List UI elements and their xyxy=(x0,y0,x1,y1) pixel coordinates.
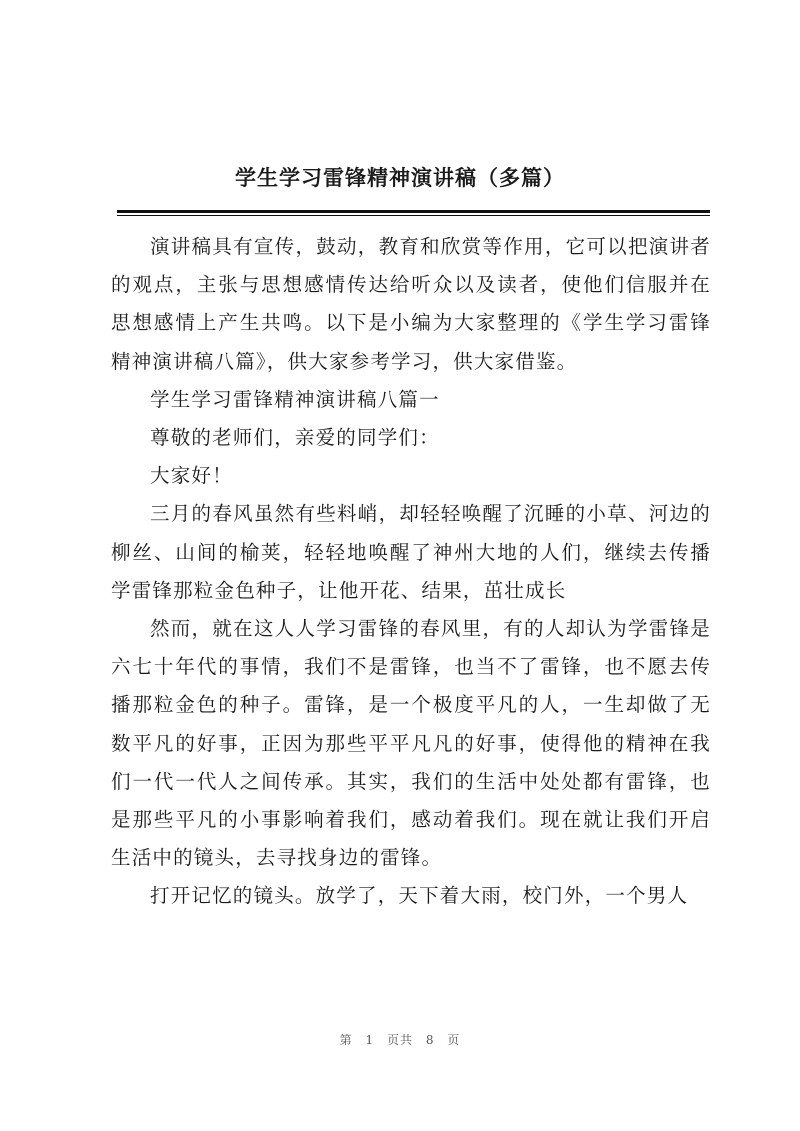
body-paragraph-however: 然而，就在这人人学习雷锋的春风里，有的人却认为学雷锋是六七十年代的事情，我们不是雷锋，也当不了雷锋，也不愿去传播那粒金色的种子。雷锋，是一个极度平凡的人，一生却做了无数平凡的好事，正因为那些平平凡凡的好事，使得他的精神在我们一代一代人之间传承。其实，我们的生活中处处都有雷锋，也是那些平凡的小事影响着我们，感动着我们。现在就让我们开启生活中的镜头，去寻找身边的雷锋。 xyxy=(111,617,711,870)
intro-paragraph: 演讲稿具有宣传，鼓动，教育和欣赏等作用，它可以把演讲者的观点，主张与思想感情传达给听众以及读者，使他们信服并在思想感情上产生共鸣。以下是小编为大家整理的《学生学习雷锋精神演讲稿八篇》，供大家参考学习，供大家借鉴。 xyxy=(111,235,711,373)
footer-prefix: 第 xyxy=(339,1033,353,1047)
page-footer xyxy=(0,1031,800,1048)
salutation: 尊敬的老师们，亲爱的同学们： xyxy=(150,426,440,450)
title-divider-thin xyxy=(117,215,710,216)
page-title: 学生学习雷锋精神演讲稿（多篇） xyxy=(235,166,565,190)
footer-total-pages: 8 xyxy=(425,1033,435,1047)
speech-heading: 学生学习雷锋精神演讲稿八篇一 xyxy=(150,387,440,411)
footer-suffix: 页 xyxy=(447,1033,461,1047)
footer-middle: 页共 xyxy=(386,1033,413,1047)
document-body xyxy=(111,228,711,916)
footer-current-page: 1 xyxy=(365,1033,375,1047)
body-paragraph-memory: 打开记忆的镜头。放学了，天下着大雨，校门外，一个男人 xyxy=(150,884,689,908)
greeting: 大家好！ xyxy=(150,464,233,488)
title-divider xyxy=(117,210,710,213)
body-paragraph-spring: 三月的春风虽然有些料峭，却轻轻唤醒了沉睡的小草、河边的柳丝、山间的榆荚，轻轻地唤醒了神州大地的人们，继续去传播学雷锋那粒金色种子，让他开花、结果，茁壮成长 xyxy=(111,502,711,602)
